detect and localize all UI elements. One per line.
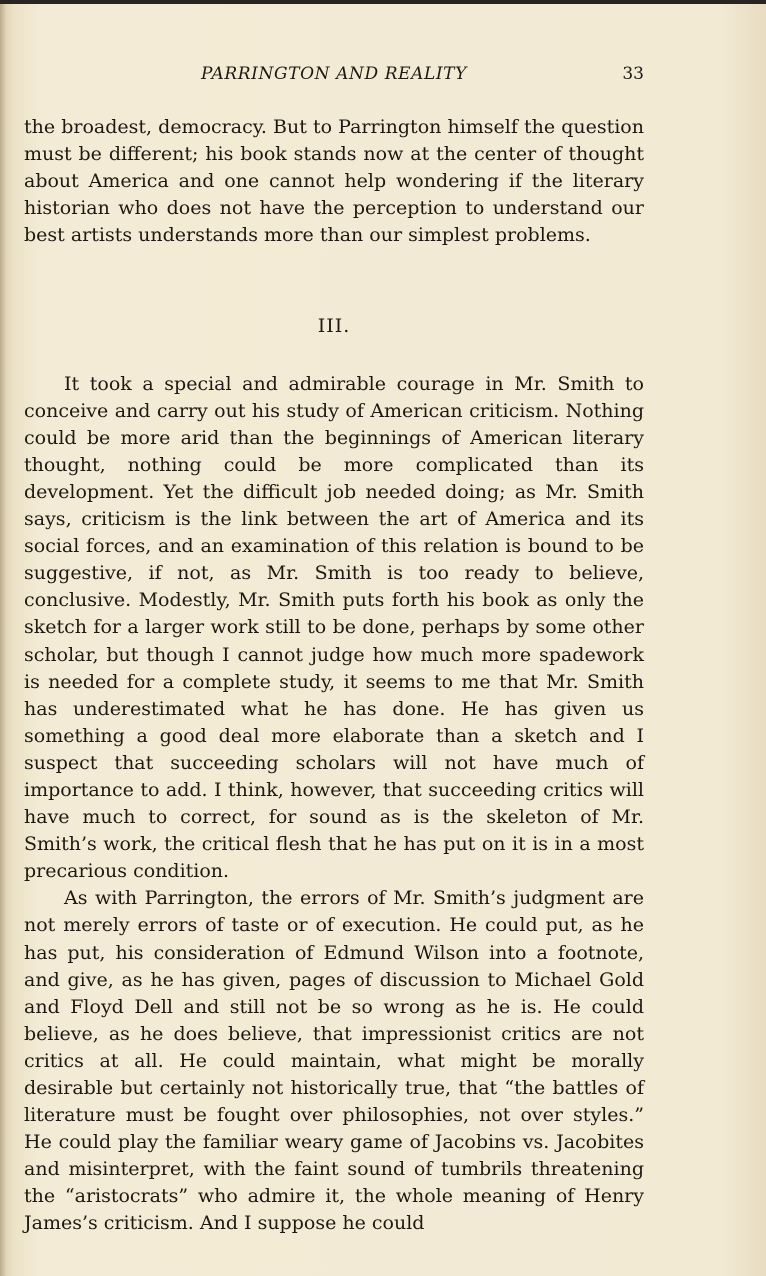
body-text (24, 114, 644, 1238)
running-title: PARRINGTON AND REALITY (201, 64, 467, 84)
paragraph: It took a special and admirable courage in Mr. Smith to conceive and carry out his study of American criticism. Nothing could be more arid than the beginnings of American literary thought, nothing could be more complicated than its development. Yet the difficult job needed doing; as Mr. Smith says, criticism is the link between the art of America and its social forces, and an examination of this relation is bound to be suggestive, if not, as Mr. Smith is too ready to believe, conclusive. Modestly, Mr. Smith puts forth his book as only the sketch for a larger work still to be done, perhaps by some other scholar, but though I cannot judge how much more spadework is needed for a complete study, it seems to me that Mr. Smith has underestimated what he has done. He has given us something a good deal more elaborate than a sketch and I suspect that succeeding scholars will not have much of importance to add. I think, however, that succeeding critics will have much to correct, for sound as is the skeleton of Mr. Smith’s work, the critical flesh that he has put on it is in a most precarious condition. (24, 372, 644, 883)
continuation-paragraph: the broadest, democracy. But to Parrington himself the question must be different; his book stands now at the center of thought about America and one cannot help wondering if the literary historian who does not have the perception to understand our best artists understands more than our simplest problems. (24, 116, 644, 247)
running-header (24, 64, 644, 88)
page-top-edge (0, 0, 766, 4)
paragraph: As with Parrington, the errors of Mr. Smith’s judgment are not merely errors of taste or of execution. He could put, as he has put, his consideration of Edmund Wilson into a footnote, and give, as he has given, pages of discussion to Michael Gold and Floyd Dell and still not be so wrong as he is. He could believe, as he does believe, that impressionist critics are not critics at all. He could maintain, what might be morally desirable but certainly not historically true, that “the battles of literature must be fought over philosophies, not over styles.” He could play the familiar weary game of Jacobins vs. Jacobites and misinterpret, with the faint sound of tumbrils threatening the “aristocrats” who admire it, the whole meaning of Henry James’s criticism. And I suppose he could (24, 887, 644, 1235)
binding-gutter (0, 4, 6, 1276)
section-heading: III. (317, 315, 351, 338)
page-number: 33 (622, 64, 644, 84)
